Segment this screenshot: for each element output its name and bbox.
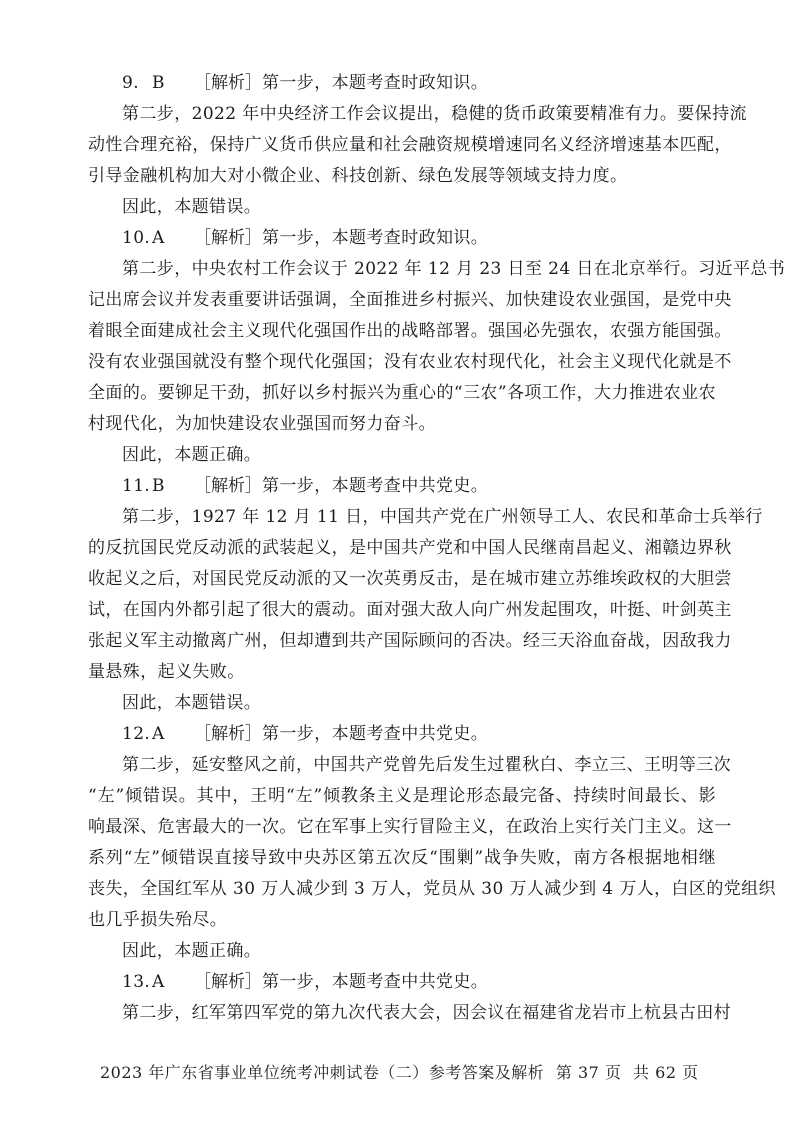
body-line: 全面的。要铆足干劲，抓好以乡村振兴为重心的“三农”各项工作，大力推进农业农 [88,383,716,403]
conclusion: 因此，本题正确。 [122,445,262,465]
question-13-header [88,967,716,998]
body-line: 响最深、危害最大的一次。它在军事上实行冒险主义，在政治上实行关门主义。这一 [88,817,732,837]
body-line: 村现代化，为加快建设农业强国而努力奋斗。 [88,414,436,434]
document-page [88,68,786,1029]
body-line: 收起义之后，对国民党反动派的又一次英勇反击，是在城市建立苏维埃政权的大胆尝 [88,569,732,589]
footer-page-number: 第 37 页 [555,1063,622,1082]
question-number: 12. [122,724,151,744]
conclusion: 因此，本题错误。 [122,197,262,217]
question-11-header [88,471,716,502]
answer-letter: B [152,73,165,93]
body-line: 第二步，中央农村工作会议于 2022 年 12 月 23 日至 24 日在北京举行。习近平总书 [122,259,786,279]
body-line: 也几乎损失殆尽。 [88,910,228,930]
question-number: 10. [122,228,151,248]
body-line: 着眼全面建成社会主义现代化强国作出的战略部署。强国必先强农，农强方能国强。 [88,321,732,341]
page-footer [100,1061,700,1085]
question-12-header [88,719,716,750]
step-one-text: 第一步，本题考查时政知识。 [262,228,489,248]
body-line: 的反抗国民党反动派的武装起义，是中国共产党和中国人民继南昌起义、湘赣边界秋 [88,538,732,558]
footer-total-pages: 共 62 页 [633,1063,699,1082]
step-one-text: 第一步，本题考查时政知识。 [262,73,489,93]
analysis-tag: ［解析］ [194,724,262,744]
body-line: 丧失，全国红军从 30 万人减少到 3 万人，党员从 30 万人减少到 4 万人，白区的党组织 [88,879,776,899]
question-number: 11. [122,476,151,496]
body-line: 试，在国内外都引起了很大的震动。面对强大敌人向广州发起围攻，叶挺、叶剑英主 [88,600,732,620]
body-line: 没有农业强国就没有整个现代化强国；没有农业农村现代化，社会主义现代化就是不 [88,352,732,372]
body-line: “左”倾错误。其中，王明“左”倾教条主义是理论形态最完备、持续时间最长、影 [88,786,716,806]
answer-letter: A [152,228,165,248]
question-10-header [88,223,716,254]
body-line: 第二步，红军第四军党的第九次代表大会，因会议在福建省龙岩市上杭县古田村 [122,1003,731,1023]
analysis-tag: ［解析］ [194,228,262,248]
answer-letter: B [152,476,165,496]
footer-title: 2023 年广东省事业单位统考冲刺试卷（二）参考答案及解析 [100,1063,545,1082]
answer-letter: A [152,724,165,744]
body-line: 系列“左”倾错误直接导致中央苏区第五次反“围剿”战争失败，南方各根据地相继 [88,848,716,868]
body-line: 引导金融机构加大对小微企业、科技创新、绿色发展等领域支持力度。 [88,166,628,186]
step-one-text: 第一步，本题考查中共党史。 [262,972,489,992]
body-line: 动性合理充裕，保持广义货币供应量和社会融资规模增速同名义经济增速基本匹配， [88,135,732,155]
body-line: 记出席会议并发表重要讲话强调，全面推进乡村振兴、加快建设农业强国，是党中央 [88,290,732,310]
step-one-text: 第一步，本题考查中共党史。 [262,476,489,496]
answer-letter: A [152,972,165,992]
body-line: 第二步，2022 年中央经济工作会议提出，稳健的货币政策要精准有力。要保持流 [122,104,747,124]
conclusion: 因此，本题正确。 [122,941,262,961]
body-line: 张起义军主动撤离广州，但却遭到共产国际顾问的否决。经三天浴血奋战，因敌我力 [88,631,732,651]
question-9-header [88,68,716,99]
step-one-text: 第一步，本题考查中共党史。 [262,724,489,744]
body-line: 第二步，延安整风之前，中国共产党曾先后发生过瞿秋白、李立三、王明等三次 [122,755,731,775]
question-number: 9. [122,73,140,93]
body-line: 第二步，1927 年 12 月 11 日，中国共产党在广州领导工人、农民和革命士兵举行 [122,507,763,527]
analysis-tag: ［解析］ [194,73,262,93]
analysis-tag: ［解析］ [194,972,262,992]
body-line: 量悬殊，起义失败。 [88,662,245,682]
analysis-tag: ［解析］ [194,476,262,496]
conclusion: 因此，本题错误。 [122,693,262,713]
question-number: 13. [122,972,151,992]
